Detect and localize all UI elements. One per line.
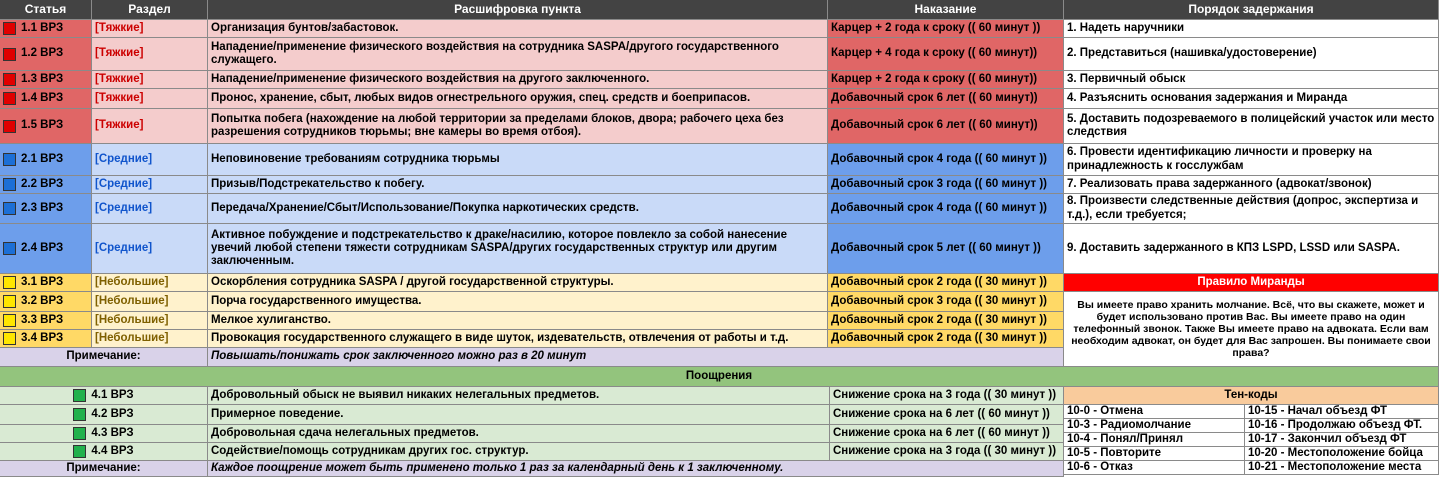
rewards-title: Поощрения bbox=[0, 367, 1439, 387]
article-number: 1.5 ВРЗ bbox=[21, 119, 64, 132]
tencode-item: 10-4 - Понял/Принял bbox=[1064, 433, 1245, 447]
article-cell bbox=[0, 38, 92, 71]
tencodes-title: Тен-коды bbox=[1064, 387, 1439, 405]
reward-effect: Снижение срока на 6 лет (( 60 минут )) bbox=[830, 405, 1064, 425]
penalty-cell: Добавочный срок 3 года (( 30 минут )) bbox=[828, 292, 1064, 312]
section-cell: [Небольшие] bbox=[92, 292, 208, 312]
section-cell: [Средние] bbox=[92, 224, 208, 274]
header-article: Статья bbox=[0, 0, 92, 20]
procedure-step: 6. Провести идентификацию личности и проверку на принадлежность к госслужбам bbox=[1064, 144, 1439, 176]
penalty-cell: Карцер + 2 года к сроку (( 60 минут )) bbox=[828, 20, 1064, 38]
article-cell bbox=[0, 71, 92, 89]
article-number: 1.4 ВРЗ bbox=[21, 91, 64, 104]
category-square-icon bbox=[3, 295, 16, 308]
article-cell bbox=[0, 176, 92, 194]
description-cell: Передача/Хранение/Сбыт/Использование/Покупка наркотических средств. bbox=[208, 194, 828, 224]
category-square-icon bbox=[3, 314, 16, 327]
article-cell bbox=[0, 425, 208, 443]
article-cell bbox=[0, 387, 208, 405]
tencode-item: 10-5 - Повторите bbox=[1064, 447, 1245, 461]
description-cell: Нападение/применение физического воздействия на сотрудника SASPA/другого государственного служащего. bbox=[208, 38, 828, 71]
description-cell: Призыв/Подстрекательство к побегу. bbox=[208, 176, 828, 194]
miranda-text: Вы имеете право хранить молчание. Всё, что вы скажете, может и будет использовано против Вас. Вы имеете право на один телефонный звонок. Также Вы имеете право на адвоката. Если вам необходим адвокат, он будет для Вас запрошен. Вы понимаете свои права? bbox=[1064, 292, 1439, 367]
penalty-cell: Карцер + 4 года к сроку (( 60 минут)) bbox=[828, 38, 1064, 71]
article-cell bbox=[0, 144, 92, 176]
penalty-cell: Добавочный срок 3 года (( 60 минут )) bbox=[828, 176, 1064, 194]
description-cell: Порча государственного имущества. bbox=[208, 292, 828, 312]
article-cell bbox=[0, 312, 92, 330]
tencode-item: 10-15 - Начал объезд ФТ bbox=[1245, 405, 1439, 419]
procedure-step: 7. Реализовать права задержанного (адвокат/звонок) bbox=[1064, 176, 1439, 194]
section-cell: [Средние] bbox=[92, 194, 208, 224]
section-cell: [Тяжкие] bbox=[92, 89, 208, 109]
category-square-icon bbox=[3, 178, 16, 191]
section-cell: [Средние] bbox=[92, 176, 208, 194]
article-cell bbox=[0, 109, 92, 144]
category-square-icon bbox=[3, 276, 16, 289]
article-number: 4.2 ВРЗ bbox=[91, 407, 134, 420]
penalty-cell: Добавочный срок 5 лет (( 60 минут )) bbox=[828, 224, 1064, 274]
reward-description: Добровольная сдача нелегальных предметов. bbox=[208, 425, 830, 443]
description-cell: Нападение/применение физического воздействия на другого заключенного. bbox=[208, 71, 828, 89]
article-number: 2.1 ВРЗ bbox=[21, 152, 64, 165]
category-square-icon bbox=[3, 92, 16, 105]
article-cell bbox=[0, 224, 92, 274]
reward-effect: Снижение срока на 6 лет (( 60 минут )) bbox=[830, 425, 1064, 443]
note-label: Примечание: bbox=[0, 461, 208, 477]
reward-description: Примерное поведение. bbox=[208, 405, 830, 425]
article-number: 3.2 ВРЗ bbox=[21, 294, 64, 307]
section-cell: [Тяжкие] bbox=[92, 109, 208, 144]
penalty-cell: Карцер + 2 года к сроку (( 60 минут)) bbox=[828, 71, 1064, 89]
category-square-icon bbox=[3, 202, 16, 215]
article-cell bbox=[0, 330, 92, 348]
reward-description: Содействие/помощь сотрудникам других гос. структур. bbox=[208, 443, 830, 461]
header-penalty: Наказание bbox=[828, 0, 1064, 20]
article-number: 1.1 ВРЗ bbox=[21, 21, 64, 34]
article-cell bbox=[0, 405, 208, 425]
note-text: Повышать/понижать срок заключенного можно раз в 20 минут bbox=[208, 348, 1064, 367]
description-cell: Мелкое хулиганство. bbox=[208, 312, 828, 330]
category-square-icon bbox=[3, 22, 16, 35]
note-text: Каждое поощрение может быть применено только 1 раз за календарный день к 1 заключенному. bbox=[208, 461, 1064, 477]
category-square-icon bbox=[3, 73, 16, 86]
tencode-item: 10-21 - Местоположение места bbox=[1245, 461, 1439, 475]
article-number: 3.3 ВРЗ bbox=[21, 313, 64, 326]
description-cell: Активное побуждение и подстрекательство к драке/насилию, которое повлекло за собой нанесение увечий любой степени тяжести сотрудникам SASPA/других государственных структур или другим заключенным. bbox=[208, 224, 828, 274]
tencode-item: 10-6 - Отказ bbox=[1064, 461, 1245, 475]
section-cell: [Тяжкие] bbox=[92, 20, 208, 38]
description-cell: Пронос, хранение, сбыт, любых видов огнестрельного оружия, спец. средств и боеприпасов. bbox=[208, 89, 828, 109]
article-cell bbox=[0, 89, 92, 109]
tencode-item: 10-3 - Радиомолчание bbox=[1064, 419, 1245, 433]
section-cell: [Небольшие] bbox=[92, 330, 208, 348]
procedure-step: 8. Произвести следственные действия (допрос, экспертиза и т.д.), если требуется; bbox=[1064, 194, 1439, 224]
category-square-icon bbox=[3, 120, 16, 133]
article-number: 2.4 ВРЗ bbox=[21, 241, 64, 254]
article-number: 1.3 ВРЗ bbox=[21, 72, 64, 85]
article-number: 3.4 ВРЗ bbox=[21, 331, 64, 344]
reward-description: Добровольный обыск не выявил никаких нелегальных предметов. bbox=[208, 387, 830, 405]
article-cell bbox=[0, 194, 92, 224]
penalty-cell: Добавочный срок 2 года (( 30 минут )) bbox=[828, 312, 1064, 330]
penalty-cell: Добавочный срок 4 года (( 60 минут )) bbox=[828, 194, 1064, 224]
reward-effect: Снижение срока на 3 года (( 30 минут )) bbox=[830, 387, 1064, 405]
tencode-item: 10-0 - Отмена bbox=[1064, 405, 1245, 419]
section-cell: [Тяжкие] bbox=[92, 38, 208, 71]
category-square-icon bbox=[73, 427, 86, 440]
category-square-icon bbox=[73, 445, 86, 458]
description-cell: Провокация государственного служащего в виде шуток, издевательств, отвлечения от работы и т.д. bbox=[208, 330, 828, 348]
tencode-item: 10-16 - Продолжаю объезд ФТ. bbox=[1245, 419, 1439, 433]
penalty-cell: Добавочный срок 4 года (( 60 минут )) bbox=[828, 144, 1064, 176]
penalty-cell: Добавочный срок 6 лет (( 60 минут)) bbox=[828, 109, 1064, 144]
procedure-step: 4. Разъяснить основания задержания и Миранда bbox=[1064, 89, 1439, 109]
article-cell bbox=[0, 274, 92, 292]
section-cell: [Небольшие] bbox=[92, 312, 208, 330]
header-section: Раздел bbox=[92, 0, 208, 20]
article-cell bbox=[0, 20, 92, 38]
penalty-cell: Добавочный срок 6 лет (( 60 минут)) bbox=[828, 89, 1064, 109]
category-square-icon bbox=[73, 389, 86, 402]
section-cell: [Тяжкие] bbox=[92, 71, 208, 89]
article-number: 4.4 ВРЗ bbox=[91, 444, 134, 457]
header-procedure: Порядок задержания bbox=[1064, 0, 1439, 20]
section-cell: [Средние] bbox=[92, 144, 208, 176]
note-label: Примечание: bbox=[0, 348, 208, 367]
article-number: 4.1 ВРЗ bbox=[91, 388, 134, 401]
category-square-icon bbox=[3, 332, 16, 345]
reward-effect: Снижение срока на 3 года (( 30 минут )) bbox=[830, 443, 1064, 461]
miranda-title: Правило Миранды bbox=[1064, 274, 1439, 292]
article-number: 1.2 ВРЗ bbox=[21, 47, 64, 60]
category-square-icon bbox=[3, 153, 16, 166]
description-cell: Организация бунтов/забастовок. bbox=[208, 20, 828, 38]
article-number: 3.1 ВРЗ bbox=[21, 275, 64, 288]
category-square-icon bbox=[73, 408, 86, 421]
article-cell bbox=[0, 443, 208, 461]
procedure-step: 3. Первичный обыск bbox=[1064, 71, 1439, 89]
procedure-step: 2. Представиться (нашивка/удостоверение) bbox=[1064, 38, 1439, 71]
description-cell: Попытка побега (нахождение на любой территории за пределами блоков, двора; рабочего цеха без разрешения сотрудников тюрьмы; вне камеры во время отбоя). bbox=[208, 109, 828, 144]
procedure-step: 9. Доставить задержанного в КПЗ LSPD, LSSD или SASPA. bbox=[1064, 224, 1439, 274]
category-square-icon bbox=[3, 242, 16, 255]
article-number: 4.3 ВРЗ bbox=[91, 426, 134, 439]
description-cell: Оскорбления сотрудника SASPA / другой государственной структуры. bbox=[208, 274, 828, 292]
tencode-item: 10-17 - Закончил объезд ФТ bbox=[1245, 433, 1439, 447]
penalty-cell: Добавочный срок 2 года (( 30 минут )) bbox=[828, 274, 1064, 292]
article-number: 2.3 ВРЗ bbox=[21, 201, 64, 214]
procedure-step: 5. Доставить подозреваемого в полицейский участок или место следствия bbox=[1064, 109, 1439, 144]
article-number: 2.2 ВРЗ bbox=[21, 177, 64, 190]
section-cell: [Небольшие] bbox=[92, 274, 208, 292]
article-cell bbox=[0, 292, 92, 312]
penalty-cell: Добавочный срок 2 года (( 30 минут )) bbox=[828, 330, 1064, 348]
procedure-step: 1. Надеть наручники bbox=[1064, 20, 1439, 38]
description-cell: Неповиновение требованиям сотрудника тюрьмы bbox=[208, 144, 828, 176]
category-square-icon bbox=[3, 48, 16, 61]
tencode-item: 10-20 - Местоположение бойца bbox=[1245, 447, 1439, 461]
header-description: Расшифровка пункта bbox=[208, 0, 828, 20]
